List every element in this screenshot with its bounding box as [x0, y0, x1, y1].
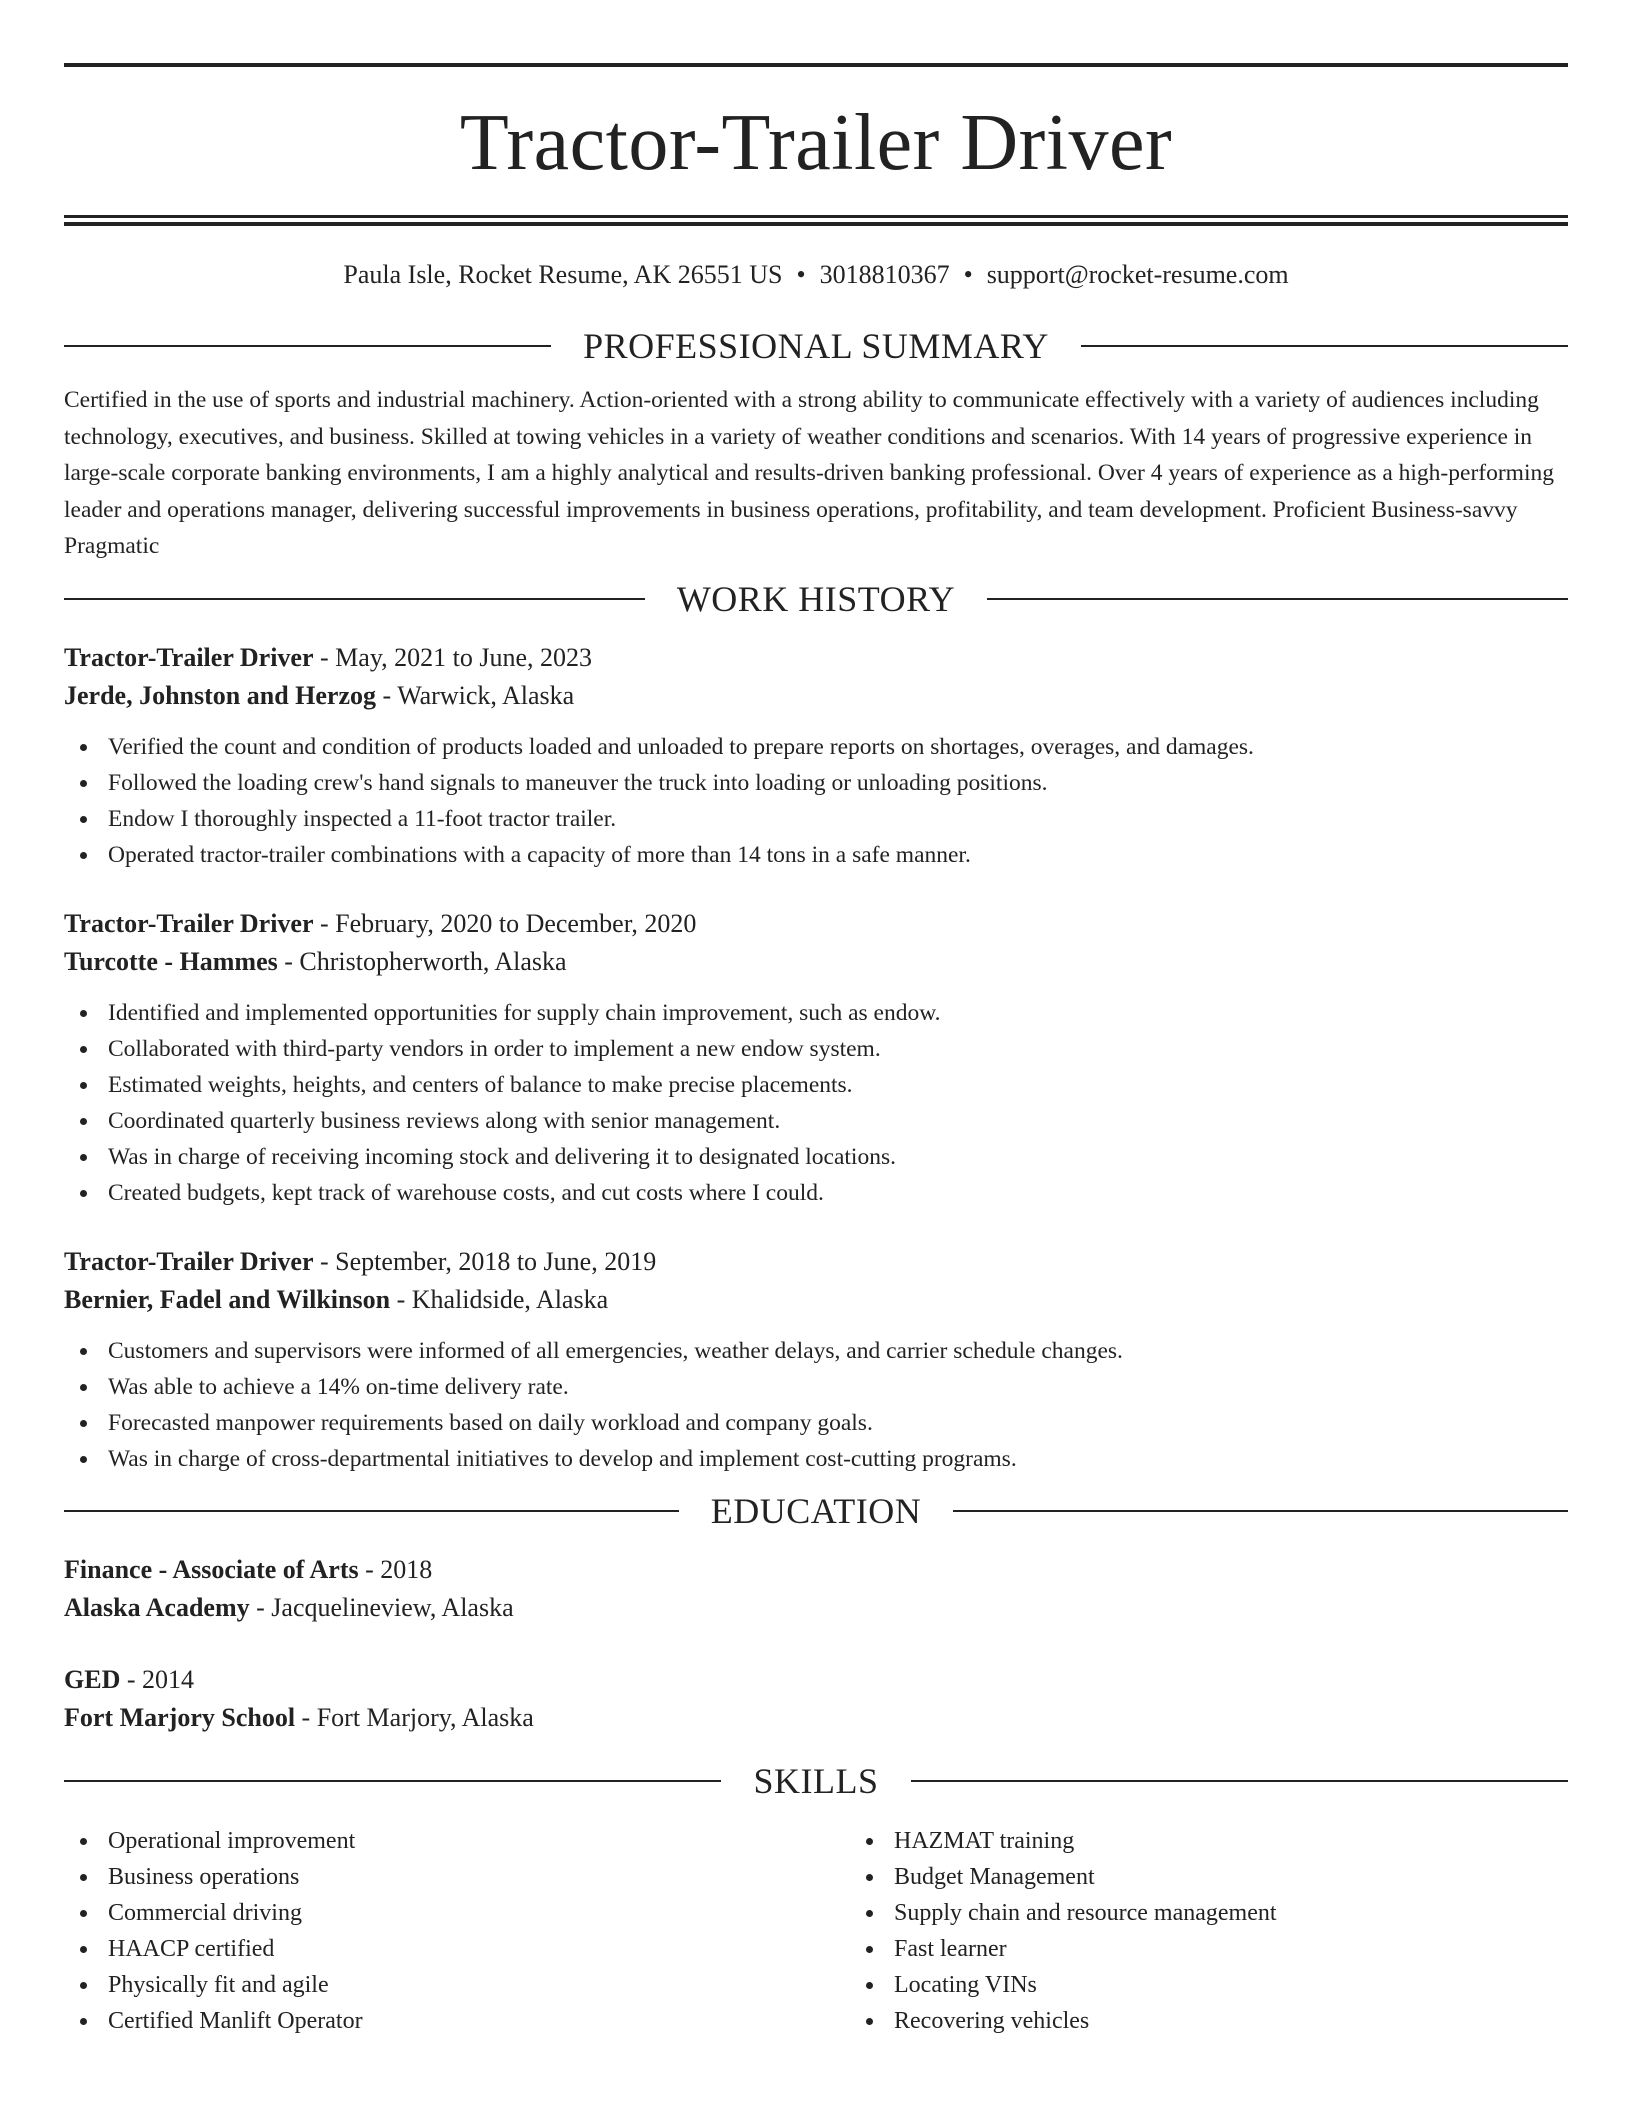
skill-item: Fast learner: [894, 1931, 1632, 1967]
job-company-line: [64, 1281, 1568, 1319]
education-school: Fort Marjory School: [64, 1702, 296, 1732]
job-title-line: [64, 1243, 1568, 1281]
contact-line: [64, 260, 1568, 290]
skills-columns: [64, 1823, 1568, 2039]
education-year: - 2014: [120, 1664, 195, 1694]
resume-name-heading: Tractor-Trailer Driver: [459, 99, 1173, 187]
education-entry: [64, 1661, 1568, 1737]
job-company: Bernier, Fadel and Wilkinson: [64, 1284, 391, 1314]
skill-item: Recovering vehicles: [894, 2003, 1632, 2039]
job-bullet: Was able to achieve a 14% on-time delivery rate.: [108, 1369, 1568, 1405]
job-bullet: Operated tractor-trailer combinations with a capacity of more than 14 tons in a safe manner.: [108, 837, 1568, 873]
section-title: EDUCATION: [679, 1491, 953, 1531]
skill-item: HAZMAT training: [894, 1823, 1632, 1859]
job-title-line: [64, 905, 1568, 943]
skill-item: Budget Management: [894, 1859, 1632, 1895]
job-bullet: Customers and supervisors were informed of all emergencies, weather delays, and carrier schedule changes.: [108, 1333, 1568, 1369]
work-history-section-heading: [64, 579, 1568, 619]
job-company-line: [64, 677, 1568, 715]
summary-text: Certified in the use of sports and industrial machinery. Action-oriented with a strong ability to communicate effectively with a variety of audiences including technology, executives, and business. Skilled at towing vehicles in a variety of weather conditions and scenarios. With 14 years of progressive experience in large-scale corporate banking environments, I am a highly analytical and results-driven banking professional. Over 4 years of experience as a high-performing leader and operations manager, delivering successful improvements in business operations, profitability, and team development. Proficient Business-savvy Pragmatic: [64, 387, 1554, 559]
education-degree-line: [64, 1661, 1568, 1699]
job-bullet-list: [64, 995, 1568, 1211]
job-entry: [64, 639, 1568, 873]
education-degree-line: [64, 1551, 1568, 1589]
job-entry: [64, 1243, 1568, 1477]
education-section-heading: [64, 1491, 1568, 1531]
job-bullet: Was in charge of receiving incoming stock and delivering it to designated locations.: [108, 1139, 1568, 1175]
job-role: Tractor-Trailer Driver: [64, 908, 314, 938]
education-degree: Finance - Associate of Arts: [64, 1554, 359, 1584]
job-bullet: Followed the loading crew's hand signals to maneuver the truck into loading or unloading positions.: [108, 765, 1568, 801]
education-school-line: [64, 1589, 1568, 1627]
contact-email: support@rocket-resume.com: [986, 260, 1289, 289]
skill-item: Physically fit and agile: [108, 1967, 850, 2003]
job-location: - Khalidside, Alaska: [390, 1284, 609, 1314]
contact-address: Paula Isle, Rocket Resume, AK 26551 US: [343, 260, 783, 289]
job-bullet: Was in charge of cross-departmental initiatives to develop and implement cost-cutting programs.: [108, 1441, 1568, 1477]
education-year: - 2018: [358, 1554, 433, 1584]
job-bullet-list: [64, 729, 1568, 873]
skills-list-right: [850, 1823, 1632, 2039]
job-company: Jerde, Johnston and Herzog: [64, 680, 376, 710]
skill-item: Supply chain and resource management: [894, 1895, 1632, 1931]
job-company: Turcotte - Hammes: [64, 946, 278, 976]
job-role: Tractor-Trailer Driver: [64, 1246, 314, 1276]
job-dates: - May, 2021 to June, 2023: [313, 642, 593, 672]
skills-list-left: [64, 1823, 850, 2039]
education-location: - Fort Marjory, Alaska: [295, 1702, 534, 1732]
job-bullet: Coordinated quarterly business reviews along with senior management.: [108, 1103, 1568, 1139]
job-dates: - February, 2020 to December, 2020: [313, 908, 697, 938]
job-company-line: [64, 943, 1568, 981]
skill-item: Commercial driving: [108, 1895, 850, 1931]
job-title-line: [64, 639, 1568, 677]
job-entry: [64, 905, 1568, 1211]
job-role: Tractor-Trailer Driver: [64, 642, 314, 672]
job-bullet: Created budgets, kept track of warehouse costs, and cut costs where I could.: [108, 1175, 1568, 1211]
contact-phone: 3018810367: [819, 260, 950, 289]
job-bullet: Identified and implemented opportunities for supply chain improvement, such as endow.: [108, 995, 1568, 1031]
job-location: - Warwick, Alaska: [376, 680, 575, 710]
education-location: - Jacquelineview, Alaska: [249, 1592, 514, 1622]
header-top-rule: [64, 63, 1568, 67]
skill-item: Operational improvement: [108, 1823, 850, 1859]
header-double-rule: [64, 215, 1568, 226]
skill-item: Locating VINs: [894, 1967, 1632, 2003]
job-bullet: Forecasted manpower requirements based on daily workload and company goals.: [108, 1405, 1568, 1441]
job-bullet: Verified the count and condition of products loaded and unloaded to prepare reports on shortages, overages, and damages.: [108, 729, 1568, 765]
job-location: - Christopherworth, Alaska: [277, 946, 567, 976]
education-school: Alaska Academy: [64, 1592, 250, 1622]
education-degree: GED: [64, 1664, 121, 1694]
job-bullet: Collaborated with third-party vendors in order to implement a new endow system.: [108, 1031, 1568, 1067]
contact-separator: •: [796, 260, 806, 289]
job-bullet: Endow I thoroughly inspected a 11-foot tractor trailer.: [108, 801, 1568, 837]
skill-item: Business operations: [108, 1859, 850, 1895]
skills-section-heading: [64, 1761, 1568, 1801]
section-title: PROFESSIONAL SUMMARY: [551, 326, 1081, 366]
job-bullet: Estimated weights, heights, and centers of balance to make precise placements.: [108, 1067, 1568, 1103]
skill-item: HAACP certified: [108, 1931, 850, 1967]
resume-page: [64, 0, 1568, 2039]
job-bullet-list: [64, 1333, 1568, 1477]
summary-section-heading: [64, 326, 1568, 366]
job-dates: - September, 2018 to June, 2019: [313, 1246, 657, 1276]
education-school-line: [64, 1699, 1568, 1737]
section-title: SKILLS: [721, 1761, 910, 1801]
contact-separator: •: [963, 260, 973, 289]
skill-item: Certified Manlift Operator: [108, 2003, 850, 2039]
section-title: WORK HISTORY: [645, 579, 987, 619]
education-entry: [64, 1551, 1568, 1627]
